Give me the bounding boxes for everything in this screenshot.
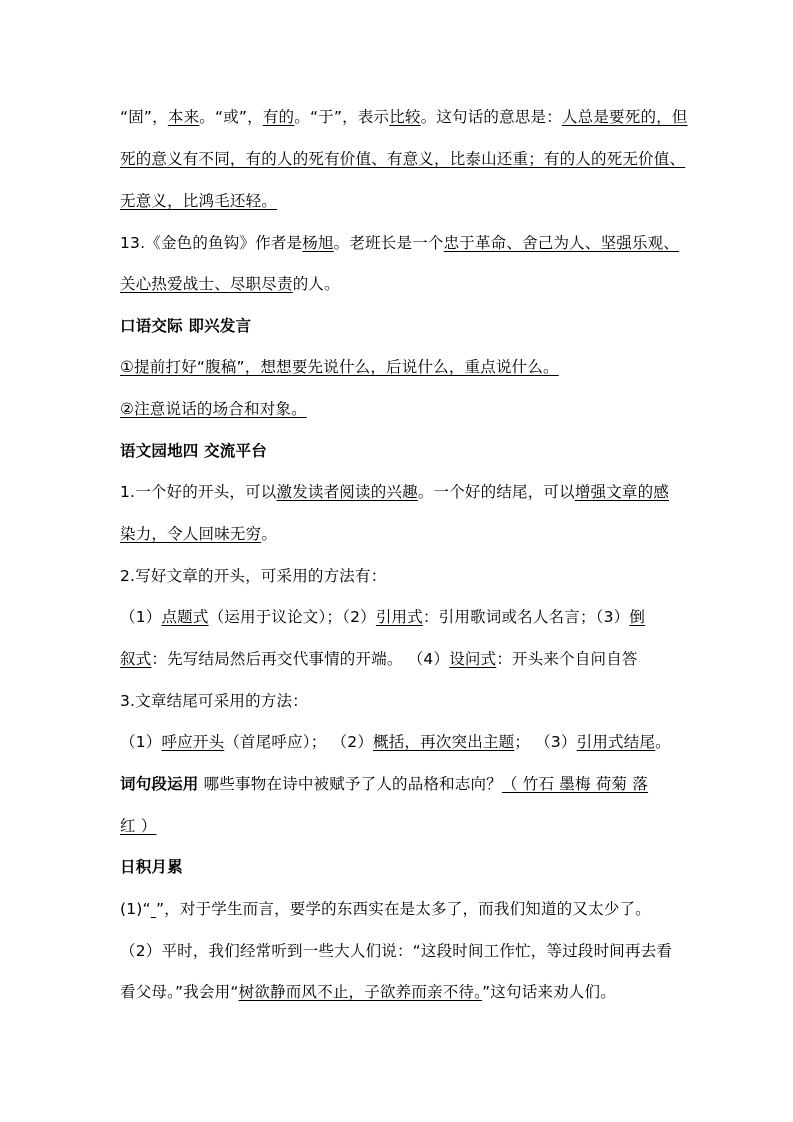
underlined-answer: 倒 (629, 608, 646, 626)
text-line (120, 940, 680, 962)
underlined-answer: 叙式 (120, 650, 152, 668)
text-segment: 。老班长是一个 (333, 234, 444, 252)
underlined-answer: 引用式结尾 (576, 733, 656, 751)
text-line (120, 106, 688, 128)
text-segment: 2.写好文章的开头，可采用的方法有： (120, 567, 387, 585)
text-segment: ：引用歌词或名人名言；（3） (422, 608, 630, 626)
underlined-answer: ①提前打好“腹稿”，想想要先说什么，后说什么，重点说什么。 (120, 358, 559, 376)
underlined-answer: 树欲静而风不止，子欲养而亲不待。 (238, 983, 483, 1001)
text-segment: 。这句话的意思是： (420, 108, 562, 126)
text-line (120, 690, 680, 712)
text-line (120, 232, 680, 254)
underlined-answer: 有的 (262, 108, 295, 126)
underlined-answer: 激发读者阅读的兴趣 (276, 483, 418, 501)
text-line (120, 356, 680, 378)
text-segment: (1)“ (120, 900, 151, 918)
text-segment: 。“于”，表示 (294, 108, 390, 126)
text-segment: 。“或”， (199, 108, 263, 126)
underlined-answer: 红 ） (120, 817, 157, 835)
underlined-answer: 死的意义有不同，有的人的死有价值、有意义，比泰山还重；有的人的死无价值、 (120, 150, 686, 168)
underlined-answer: 增强文章的感 (574, 483, 670, 501)
text-segment: 的人。 (292, 275, 340, 293)
text-segment: “固”， (120, 108, 168, 126)
underlined-answer: 忠于革命、舍己为人、坚强乐观、 (443, 234, 680, 252)
underlined-answer: （ 竹石 墨梅 荷菊 落 (501, 775, 649, 793)
section-heading (120, 315, 680, 337)
text-segment: 看父母。”我会用“ (120, 983, 239, 1001)
text-line (120, 273, 680, 295)
text-line (120, 606, 680, 628)
text-segment: 。 (261, 525, 278, 543)
text-line (120, 648, 680, 670)
text-segment: 语文园地四 交流平台 (120, 442, 267, 460)
text-segment: 。一个好的结尾，可以 (417, 483, 575, 501)
text-line (120, 773, 680, 795)
text-segment: ”这句话来劝人们。 (482, 983, 616, 1001)
underlined-answer: 设问式 (449, 650, 497, 668)
text-line (120, 898, 680, 920)
section-heading (120, 856, 680, 878)
text-segment: ：先写结局然后再交代事情的开端。 （4） (151, 650, 450, 668)
bold-label: 词句段运用 (120, 775, 199, 793)
underlined-answer: 比较 (389, 108, 421, 126)
text-line (120, 815, 680, 837)
text-line (120, 731, 680, 753)
text-segment: （1） (120, 733, 162, 751)
text-segment: （运用于议论文）；（2） (208, 608, 376, 626)
text-segment: 。 (655, 733, 671, 751)
text-segment: （1） (120, 608, 162, 626)
underlined-answer: 呼应开头 (161, 733, 225, 751)
underlined-answer: ②注意说话的场合和对象。 (120, 400, 307, 418)
text-segment: ； （3） (514, 733, 577, 751)
text-line (120, 523, 680, 545)
text-line (120, 565, 680, 587)
underlined-answer: 点题式 (161, 608, 209, 626)
underlined-answer: 染力，令人回味无穷 (120, 525, 262, 543)
text-segment: ”，对于学生而言，要学的东西实在是太多了，而我们知道的又太少了。 (155, 900, 651, 918)
underlined-answer: 概括，再次突出主题 (373, 733, 515, 751)
text-line (120, 981, 680, 1003)
text-segment: 日积月累 (120, 858, 183, 876)
text-segment: 13.《金色的鱼钩》作者是 (120, 234, 303, 252)
text-line (120, 398, 680, 420)
text-segment: ：开头来个自问自答 (496, 650, 638, 668)
underlined-answer: 关心热爱战士、尽职尽责 (120, 275, 293, 293)
text-segment: （2）平时，我们经常听到一些大人们说：“这段时间工作忙，等过段时间再去看 (120, 942, 673, 960)
text-segment: 1.一个好的开头，可以 (120, 483, 277, 501)
underlined-answer: 引用式 (375, 608, 423, 626)
text-segment: 哪些事物在诗中被赋予了人的品格和志向？ (198, 775, 502, 793)
text-line (120, 190, 680, 212)
section-heading (120, 440, 680, 462)
text-segment: （首尾呼应）； （2） (224, 733, 374, 751)
text-segment: 口语交际 即兴发言 (120, 317, 252, 335)
text-line (120, 481, 680, 503)
underlined-answer: 本来 (167, 108, 200, 126)
text-line (120, 148, 686, 170)
underlined-answer: 无意义，比鸿毛还轻。 (120, 192, 278, 210)
text-segment: 3.文章结尾可采用的方法： (120, 692, 308, 710)
underlined-answer: 人总是要死的，但 (561, 108, 688, 126)
underlined-answer: 杨旭 (302, 234, 334, 252)
